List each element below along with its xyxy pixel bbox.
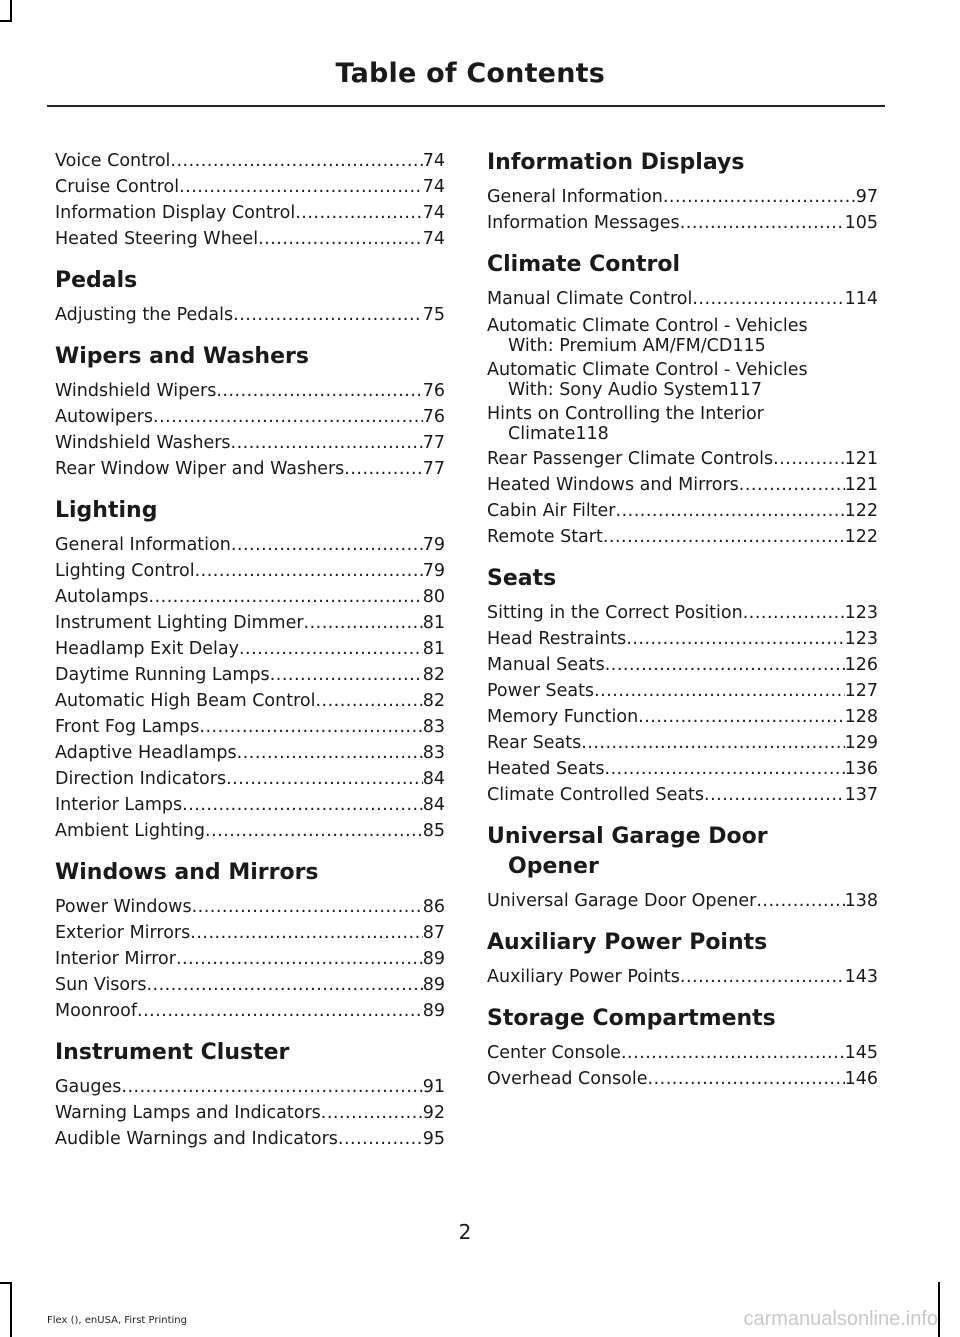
toc-entry[interactable] <box>55 610 445 636</box>
dot-leader <box>231 430 423 456</box>
toc-entry-page: 105 <box>844 213 878 233</box>
toc-entry-label-continuation: Climate <box>508 424 576 444</box>
dot-leader <box>648 1066 845 1092</box>
dot-leader <box>190 920 422 946</box>
dot-leader <box>179 174 423 200</box>
toc-entry-page: 77 <box>422 459 445 479</box>
dot-leader <box>626 626 844 652</box>
section-heading <box>487 1004 878 1034</box>
toc-entry[interactable] <box>487 1066 878 1092</box>
section-heading <box>55 342 445 372</box>
dot-leader <box>258 226 423 252</box>
page-title: Table of Contents <box>335 58 605 89</box>
section-heading-text: Instrument Cluster <box>55 1040 290 1065</box>
section-heading <box>55 496 445 526</box>
dot-leader <box>680 210 845 236</box>
dot-leader <box>315 688 422 714</box>
toc-entry[interactable] <box>55 226 445 252</box>
toc-entry-page: 84 <box>422 769 445 789</box>
section-heading <box>487 148 878 178</box>
toc-entry-label: Memory Function <box>487 707 639 727</box>
toc-entry-page: 143 <box>844 967 878 987</box>
dot-leader <box>321 1100 423 1126</box>
section-heading-text: Climate Control <box>487 252 681 277</box>
page-number: 2 <box>458 1220 472 1244</box>
toc-entry-label: Climate Controlled Seats <box>487 785 705 805</box>
toc-entry-label: Rear Seats <box>487 733 582 753</box>
toc-entry-page: 81 <box>422 613 445 633</box>
toc-entry[interactable] <box>55 636 445 662</box>
dot-leader <box>195 558 423 584</box>
crop-mark-top-left <box>10 0 12 22</box>
dot-leader <box>739 472 845 498</box>
toc-entry-page: 91 <box>422 1077 445 1097</box>
toc-entry-continuation-row <box>487 424 878 444</box>
toc-entry-page: 92 <box>422 1103 445 1123</box>
toc-entry-page: 85 <box>422 821 445 841</box>
title-rule <box>47 105 885 107</box>
toc-entry-label: Automatic High Beam Control <box>55 691 316 711</box>
toc-entry-label: Instrument Lighting Dimmer <box>55 613 304 633</box>
toc-section <box>55 496 445 844</box>
section-heading-text: Storage Compartments <box>487 1006 776 1031</box>
toc-entry[interactable] <box>55 378 445 404</box>
toc-entry-label: Sun Visors <box>55 975 147 995</box>
toc-entry-page: 89 <box>422 975 445 995</box>
toc-entry[interactable] <box>55 714 445 740</box>
toc-section <box>487 822 878 914</box>
crop-mark-top-left-h <box>0 20 12 22</box>
toc-entry-page: 126 <box>844 655 878 675</box>
toc-entry[interactable] <box>487 404 878 444</box>
toc-entry-label: Center Console <box>487 1043 621 1063</box>
dot-leader <box>295 200 423 226</box>
toc-entry-page: 87 <box>422 923 445 943</box>
toc-section <box>487 564 878 808</box>
toc-entry-page: 82 <box>422 691 445 711</box>
toc-entry[interactable] <box>487 600 878 626</box>
dot-leader <box>176 946 423 972</box>
toc-section <box>487 148 878 236</box>
crop-mark-bottom-right <box>938 1282 940 1337</box>
dot-leader <box>338 1126 423 1152</box>
toc-entry-page: 81 <box>422 639 445 659</box>
toc-entry-label: Headlamp Exit Delay <box>55 639 239 659</box>
toc-entry-page: 82 <box>422 665 445 685</box>
toc-entry[interactable] <box>55 1126 445 1152</box>
toc-entry-label: Power Windows <box>55 897 192 917</box>
toc-entry-page: 121 <box>844 475 878 495</box>
toc-entry-label: Interior Mirror <box>55 949 176 969</box>
dot-leader <box>704 782 845 808</box>
toc-entry[interactable] <box>55 920 445 946</box>
toc-entry-label: Manual Climate Control <box>487 289 693 309</box>
dot-leader <box>239 636 423 662</box>
toc-entry-label: Windshield Washers <box>55 433 231 453</box>
toc-entry-page: 74 <box>422 151 445 171</box>
toc-entry[interactable] <box>55 688 445 714</box>
toc-entry[interactable] <box>487 1040 878 1066</box>
toc-section <box>55 858 445 1024</box>
toc-entry-label: Gauges <box>55 1077 122 1097</box>
toc-entry-continuation-row <box>487 380 878 400</box>
toc-entry[interactable] <box>487 286 878 312</box>
toc-entry-continuation-row <box>487 336 878 356</box>
toc-entry-label: Warning Lamps and Indicators <box>55 1103 321 1123</box>
dot-leader <box>137 998 423 1024</box>
toc-entry-page: 137 <box>844 785 878 805</box>
toc-entry-page: 123 <box>844 629 878 649</box>
toc-entry[interactable] <box>55 792 445 818</box>
toc-entry[interactable] <box>55 946 445 972</box>
toc-entry[interactable] <box>55 174 445 200</box>
dot-leader <box>121 1074 422 1100</box>
section-heading-text: Information Displays <box>487 150 745 175</box>
dot-leader <box>153 404 423 430</box>
dot-leader <box>226 766 423 792</box>
toc-entry-page: 117 <box>728 380 762 400</box>
toc-entry-label: Exterior Mirrors <box>55 923 191 943</box>
dot-leader <box>756 888 844 914</box>
toc-entry-label: Manual Seats <box>487 655 605 675</box>
dot-leader <box>199 714 422 740</box>
toc-entry-page: 145 <box>844 1043 878 1063</box>
toc-entry-page: 74 <box>422 203 445 223</box>
toc-entry-page: 76 <box>422 407 445 427</box>
section-heading <box>55 266 445 296</box>
toc-entry[interactable] <box>55 766 445 792</box>
toc-entry-label: Daytime Running Lamps <box>55 665 270 685</box>
toc-entry[interactable] <box>487 652 878 678</box>
dot-leader <box>680 964 845 990</box>
dot-leader <box>149 584 423 610</box>
toc-entry-label: General Information <box>55 535 231 555</box>
toc-entry-label: Head Restraints <box>487 629 627 649</box>
toc-entry-label: Front Fog Lamps <box>55 717 200 737</box>
toc-entry-page: 83 <box>422 717 445 737</box>
toc-entry-label: Remote Start <box>487 527 603 547</box>
toc-entry-label: Moonroof <box>55 1001 137 1021</box>
toc-entry[interactable] <box>487 210 878 236</box>
section-heading-text: Auxiliary Power Points <box>487 930 768 955</box>
section-heading-text: Wipers and Washers <box>55 344 309 369</box>
dot-leader <box>270 662 423 688</box>
toc-entry-label: Autowipers <box>55 407 153 427</box>
toc-entry[interactable] <box>55 998 445 1024</box>
toc-entry-label: Autolamps <box>55 587 149 607</box>
toc-section <box>55 148 445 252</box>
toc-entry-page: 75 <box>422 305 445 325</box>
section-heading-text: Seats <box>487 566 557 591</box>
dot-leader <box>581 730 844 756</box>
toc-entry-page: 97 <box>855 187 878 207</box>
toc-entry-label-continuation: With: Sony Audio System <box>508 380 729 400</box>
toc-entry-page: 74 <box>422 177 445 197</box>
toc-entry-page: 95 <box>422 1129 445 1149</box>
dot-leader <box>773 446 844 472</box>
toc-entry-label-continuation: With: Premium AM/FM/CD <box>508 336 733 356</box>
toc-entry[interactable] <box>487 360 878 400</box>
toc-entry[interactable] <box>55 740 445 766</box>
toc-entry-label: Information Display Control <box>55 203 296 223</box>
dot-leader <box>205 818 423 844</box>
toc-entry-label: Auxiliary Power Points <box>487 967 680 987</box>
toc-entry[interactable] <box>55 558 445 584</box>
section-heading <box>487 250 878 280</box>
toc-entry[interactable] <box>55 430 445 456</box>
toc-entry-label: General Information <box>487 187 663 207</box>
dot-leader <box>605 756 845 782</box>
toc-entry-page: 89 <box>422 949 445 969</box>
toc-entry-label: Ambient Lighting <box>55 821 206 841</box>
toc-right-column <box>487 148 878 1092</box>
toc-entry[interactable] <box>487 472 878 498</box>
toc-entry-page: 86 <box>422 897 445 917</box>
dot-leader <box>233 302 423 328</box>
toc-entry[interactable] <box>55 972 445 998</box>
toc-entry-label: Interior Lamps <box>55 795 183 815</box>
toc-entry[interactable] <box>55 404 445 430</box>
toc-entry-page: 115 <box>732 336 766 356</box>
toc-section <box>487 1004 878 1092</box>
dot-leader <box>621 1040 845 1066</box>
toc-entry[interactable] <box>55 200 445 226</box>
dot-leader <box>231 532 423 558</box>
toc-entry-label: Power Seats <box>487 681 595 701</box>
section-heading-text: Lighting <box>55 498 158 523</box>
dot-leader <box>304 610 423 636</box>
toc-entry-page: 122 <box>844 501 878 521</box>
toc-entry[interactable] <box>55 894 445 920</box>
toc-entry-label: Voice Control <box>55 151 171 171</box>
toc-entry-page: 136 <box>844 759 878 779</box>
toc-entry-label: Rear Passenger Climate Controls <box>487 449 774 469</box>
toc-section <box>487 928 878 990</box>
toc-entry-label: Hints on Controlling the Interior <box>487 404 764 424</box>
dot-leader <box>170 148 422 174</box>
section-heading-text: Pedals <box>55 268 138 293</box>
toc-entry-page: 128 <box>844 707 878 727</box>
dot-leader <box>616 498 845 524</box>
toc-entry[interactable] <box>487 678 878 704</box>
dot-leader <box>594 678 845 704</box>
toc-section <box>55 342 445 482</box>
toc-section <box>487 250 878 550</box>
crop-mark-bottom-left <box>10 1282 12 1337</box>
toc-entry[interactable] <box>487 782 878 808</box>
toc-section <box>55 266 445 328</box>
toc-entry[interactable] <box>55 662 445 688</box>
dot-leader <box>216 378 422 404</box>
toc-entry[interactable] <box>487 316 878 356</box>
toc-entry[interactable] <box>55 148 445 174</box>
toc-entry-page: 79 <box>422 561 445 581</box>
toc-entry[interactable] <box>55 456 445 482</box>
toc-entry[interactable] <box>487 704 878 730</box>
toc-entry-label: Heated Seats <box>487 759 605 779</box>
toc-entry-page: 127 <box>844 681 878 701</box>
section-heading-continuation: Opener <box>508 854 599 879</box>
toc-entry-label: Audible Warnings and Indicators <box>55 1129 338 1149</box>
toc-entry[interactable] <box>487 888 878 914</box>
toc-left-column <box>55 148 445 1152</box>
toc-entry-label: Direction Indicators <box>55 769 227 789</box>
toc-entry-label: Heated Steering Wheel <box>55 229 259 249</box>
toc-entry-page: 83 <box>422 743 445 763</box>
toc-section <box>55 1038 445 1152</box>
dot-leader <box>182 792 423 818</box>
toc-entry-label: Rear Window Wiper and Washers <box>55 459 345 479</box>
toc-entry-page: 138 <box>844 891 878 911</box>
toc-entry[interactable] <box>55 818 445 844</box>
toc-entry[interactable] <box>55 302 445 328</box>
toc-entry-label: Overhead Console <box>487 1069 648 1089</box>
toc-entry-page: 74 <box>422 229 445 249</box>
toc-entry[interactable] <box>487 446 878 472</box>
toc-entry[interactable] <box>487 626 878 652</box>
toc-entry[interactable] <box>487 524 878 550</box>
toc-entry-label: Universal Garage Door Opener <box>487 891 757 911</box>
watermark: carmanualsonline.info <box>743 1308 938 1330</box>
toc-entry[interactable] <box>487 964 878 990</box>
dot-leader <box>605 652 845 678</box>
toc-entry[interactable] <box>55 1100 445 1126</box>
toc-entry-page: 122 <box>844 527 878 547</box>
toc-entry[interactable] <box>487 498 878 524</box>
section-heading <box>487 822 878 882</box>
section-heading-text: Universal Garage Door <box>487 824 768 849</box>
crop-mark-bottom-left-h <box>0 1282 12 1284</box>
section-heading <box>487 928 878 958</box>
toc-entry-label: Adaptive Headlamps <box>55 743 237 763</box>
toc-entry-label: Automatic Climate Control - Vehicles <box>487 360 808 380</box>
toc-entry-page: 114 <box>844 289 878 309</box>
toc-entry-label: Windshield Wipers <box>55 381 217 401</box>
toc-entry-page: 79 <box>422 535 445 555</box>
section-heading <box>487 564 878 594</box>
toc-entry-label: Information Messages <box>487 213 680 233</box>
toc-entry-page: 77 <box>422 433 445 453</box>
dot-leader <box>344 456 422 482</box>
toc-entry[interactable] <box>55 1074 445 1100</box>
toc-entry-label: Automatic Climate Control - Vehicles <box>487 316 808 336</box>
section-heading-text: Windows and Mirrors <box>55 860 319 885</box>
dot-leader <box>603 524 845 550</box>
toc-entry-page: 76 <box>422 381 445 401</box>
toc-entry-page: 146 <box>844 1069 878 1089</box>
toc-entry-page: 84 <box>422 795 445 815</box>
dot-leader <box>192 894 423 920</box>
dot-leader <box>743 600 845 626</box>
toc-entry-page: 123 <box>844 603 878 623</box>
dot-leader <box>146 972 422 998</box>
edition-footer: Flex (), enUSA, First Printing <box>47 1315 187 1326</box>
toc-entry-page: 89 <box>422 1001 445 1021</box>
toc-entry-label: Heated Windows and Mirrors <box>487 475 739 495</box>
section-heading <box>55 858 445 888</box>
toc-entry[interactable] <box>55 584 445 610</box>
toc-entry-label: Cruise Control <box>55 177 180 197</box>
toc-entry[interactable] <box>487 756 878 782</box>
toc-entry-label: Adjusting the Pedals <box>55 305 234 325</box>
toc-entry-label: Lighting Control <box>55 561 195 581</box>
dot-leader <box>638 704 844 730</box>
toc-entry-page: 118 <box>575 424 609 444</box>
toc-entry-label: Cabin Air Filter <box>487 501 616 521</box>
toc-entry[interactable] <box>487 730 878 756</box>
toc-entry-page: 80 <box>422 587 445 607</box>
toc-entry[interactable] <box>55 532 445 558</box>
dot-leader <box>692 286 844 312</box>
dot-leader <box>237 740 423 766</box>
toc-entry-page: 129 <box>844 733 878 753</box>
dot-leader <box>663 184 856 210</box>
toc-entry[interactable] <box>487 184 878 210</box>
toc-entry-label: Sitting in the Correct Position <box>487 603 743 623</box>
toc-entry-page: 121 <box>844 449 878 469</box>
section-heading <box>55 1038 445 1068</box>
